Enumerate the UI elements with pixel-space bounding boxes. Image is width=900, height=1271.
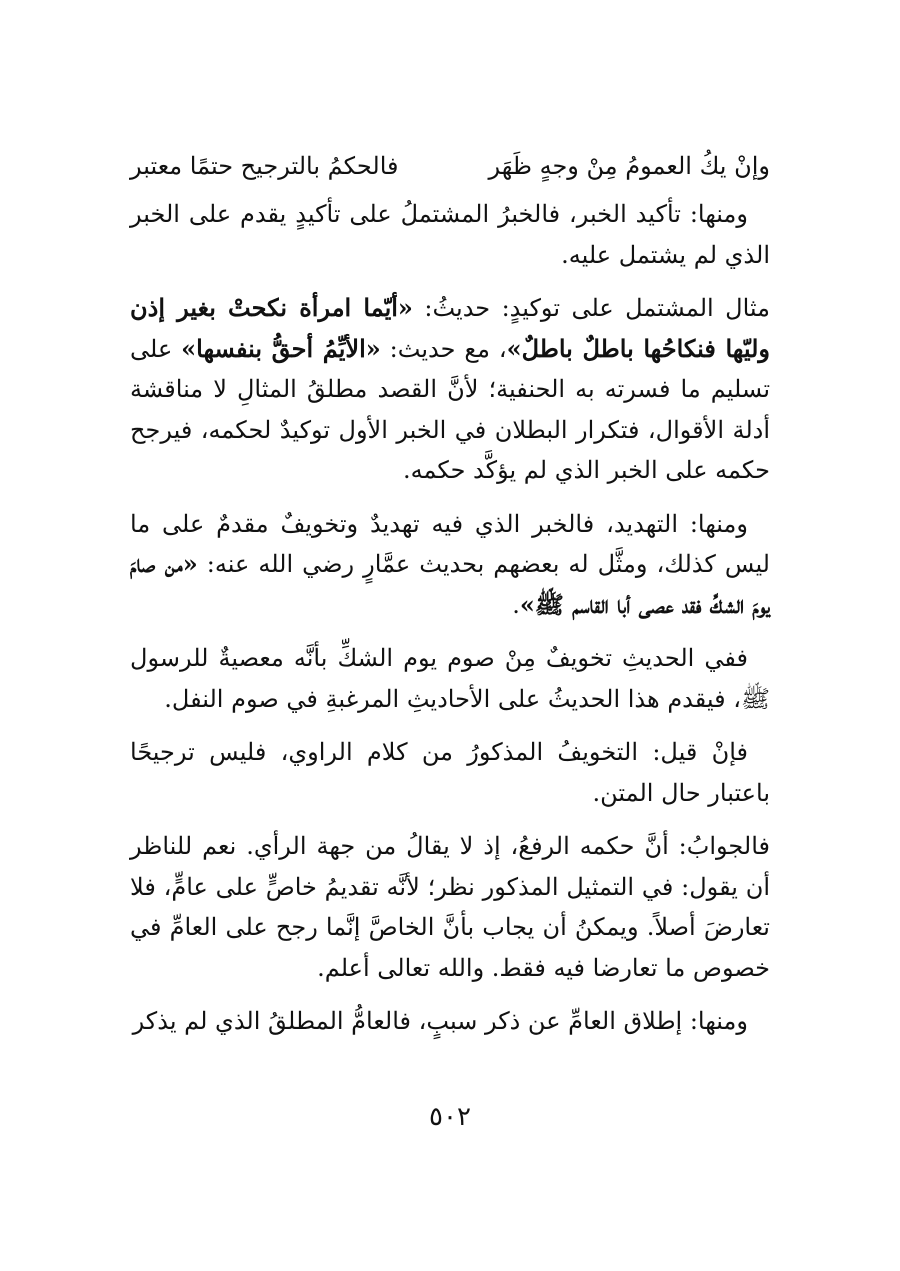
paragraph-emphasis: ومنها: تأكيد الخبر، فالخبرُ المشتملُ على تأكيدٍ يقدم على الخبر الذي لم يشتمل عليه. <box>130 200 770 269</box>
example-intro-text: مثال المشتمل على توكيدٍ: حديثُ: <box>412 294 771 322</box>
paragraph-general-statement: ومنها: إطلاق العامِّ عن ذكر سببٍ، فالعامُّ المطلقُ الذي لم يذكر <box>132 1007 748 1035</box>
page-number: ٥٠٢ <box>429 1102 471 1132</box>
page-body <box>130 146 770 1055</box>
paragraph-objection: فإنْ قيل: التخويفُ المذكورُ من كلام الراوي، فليس ترجيحًا باعتبار حال المتن. <box>130 738 770 807</box>
threat-intro-text: ومنها: التهديد، فالخبر الذي فيه تهديدٌ وتخويفٌ مقدمٌ على ما ليس كذلك، ومثَّل له بعضهم بحديث عمَّارٍ رضي الله عنه: <box>130 509 770 578</box>
verse-first-hemistich: وإنْ يكُ العمومُ مِنْ وجهٍ ظَهَر <box>488 152 770 180</box>
paragraph-threat-explanation: ففي الحديثِ تخويفٌ مِنْ صوم يوم الشكِّ بأنَّه معصيةٌ للرسول ﷺ، فيقدم هذا الحديثُ على الأحاديثِ المرغبةِ في صوم النفل. <box>130 644 770 713</box>
paragraph-threat <box>130 504 770 626</box>
hadith-quote-marriage: «أيّما امرأة نكحتْ بغير إذن وليّها فنكاحُها باطلٌ باطلٌ» <box>130 293 770 363</box>
example-explanation-text: على تسليم ما فسرته به الحنفية؛ لأنَّ القصد مطلقُ المثالِ لا مناقشة أدلة الأقوال، فتكرار البطلان في الخبر الأول توكيدٌ لحكمه، فيرجح حكمه على الخبر الذي لم يؤكَّد حكمه. <box>130 334 770 484</box>
hadith-quote-doubt-day: «من صامَ يومَ الشكِّ فقد عصى أبا القاسم ﷺ» <box>130 549 770 619</box>
hadith-quote-widow: «الأيِّمُ أحقُّ بنفسها» <box>181 333 381 363</box>
verse-second-hemistich: فالحكمُ بالترجيح حتمًا معتبر <box>130 152 399 180</box>
paragraph-answer: فالجوابُ: أنَّ حكمه الرفعُ، إذ لا يقالُ من جهة الرأي. نعم للناظر أن يقول: في التمثيل المذكور نظر؛ لأنَّه تقديمُ خاصٍّ على عامٍّ، فلا تعارضَ أصلاً. ويمكنُ أن يجاب بأنَّ الخاصَّ إنَّما رجح على العامِّ في خصوص ما تعارضا فيه فقط. والله تعالى أعلم. <box>130 832 771 982</box>
verse-line <box>130 146 770 186</box>
paragraph-emphasis-example <box>130 288 770 491</box>
threat-end-text: . <box>512 590 520 619</box>
example-connector-text: ، مع حديث: <box>380 334 507 363</box>
